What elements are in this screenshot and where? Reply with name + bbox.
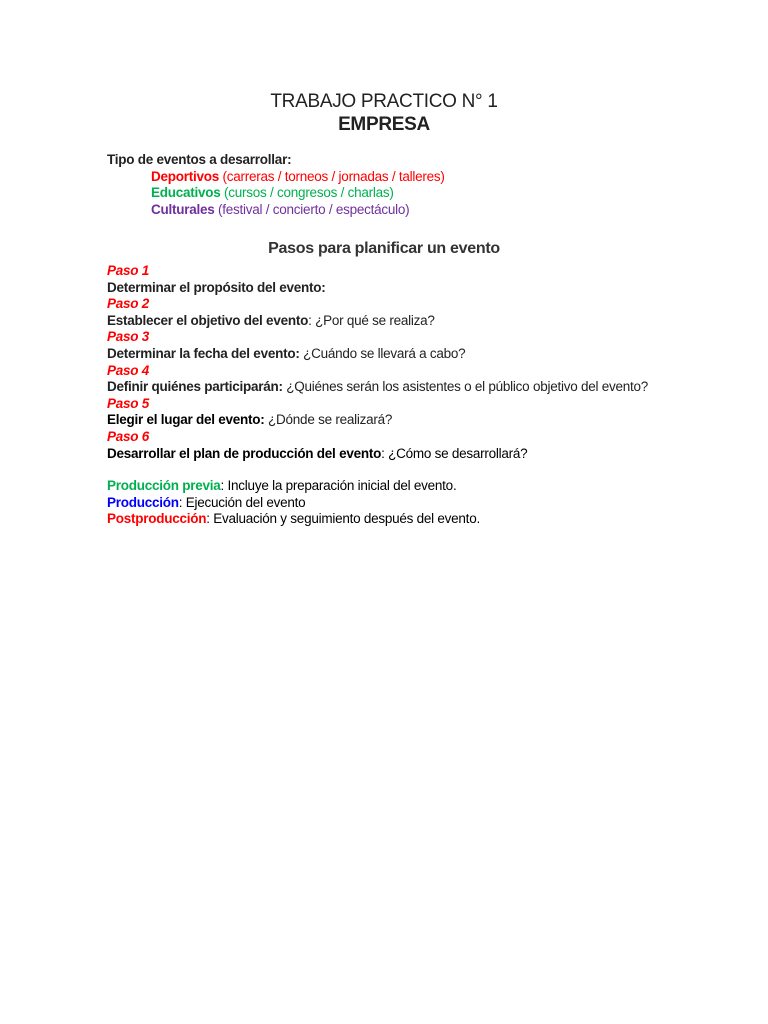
phase-line	[107, 511, 727, 528]
phase-line	[107, 478, 727, 495]
phase-line	[107, 495, 727, 512]
step-label: Paso 1	[107, 263, 150, 278]
title-line-1: TRABAJO PRACTICO N° 1	[270, 91, 498, 112]
step-text: ¿Dónde se realizará?	[264, 412, 393, 428]
step-line	[107, 446, 727, 463]
phase-name: Producción previa	[107, 478, 221, 494]
step-heading: Desarrollar el plan de producción del evento	[107, 445, 382, 461]
document-title	[0, 90, 768, 136]
event-type-name: Culturales	[151, 201, 215, 217]
event-types-section	[107, 152, 727, 218]
event-type-detail: (carreras / torneos / jornadas / talleres)	[219, 168, 445, 184]
step-line	[107, 280, 727, 297]
phase-text: : Ejecución del evento	[178, 494, 306, 510]
steps-title: Pasos para planificar un evento	[268, 240, 500, 257]
step-text: : ¿Cómo se desarrollará?	[381, 445, 528, 461]
phase-name: Producción	[107, 494, 179, 510]
event-type-item	[107, 185, 727, 202]
title-line-2: EMPRESA	[338, 114, 430, 135]
event-type-name: Educativos	[151, 185, 221, 201]
step-label: Paso 3	[107, 329, 150, 345]
step-line	[107, 346, 727, 363]
step-heading: Determinar la fecha del evento:	[107, 345, 300, 361]
step-label: Paso 5	[107, 395, 150, 411]
step-line	[107, 313, 727, 330]
phase-text: : Evaluación y seguimiento después del evento.	[206, 511, 480, 527]
step-text: : ¿Por qué se realiza?	[308, 312, 435, 328]
step-text: ¿Quiénes serán los asistentes o el público objetivo del evento?	[282, 379, 649, 395]
event-type-item	[107, 202, 727, 219]
phase-text: : Incluye la preparación inicial del evento.	[220, 478, 457, 494]
step-heading: Establecer el objetivo del evento	[107, 312, 309, 328]
step-heading: Definir quiénes participarán:	[107, 379, 283, 395]
step-heading: Determinar el propósito del evento:	[107, 279, 326, 295]
event-type-detail: (cursos / congresos / charlas)	[220, 185, 394, 201]
step-line	[107, 379, 727, 396]
step-line	[107, 412, 727, 429]
event-types-heading: Tipo de eventos a desarrollar:	[107, 152, 292, 167]
step-label: Paso 2	[107, 296, 150, 312]
steps-list	[107, 263, 727, 528]
step-label: Paso 4	[107, 362, 150, 378]
phase-name: Postproducción	[107, 511, 207, 527]
step-label: Paso 6	[107, 428, 150, 444]
step-text: ¿Cuándo se llevará a cabo?	[299, 345, 466, 361]
event-type-detail: (festival / concierto / espectáculo)	[214, 201, 410, 217]
event-type-name: Deportivos	[151, 168, 220, 184]
event-type-item	[107, 169, 727, 186]
step-heading: Elegir el lugar del evento:	[107, 412, 265, 428]
